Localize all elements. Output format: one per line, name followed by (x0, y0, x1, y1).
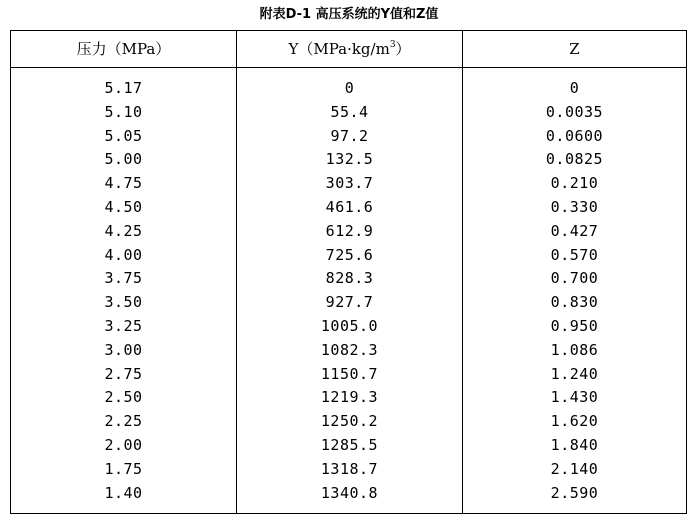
header-z: Z (569, 40, 580, 58)
pressure-cell: 4.75 (104, 174, 143, 193)
table-row (11, 482, 686, 506)
z-value-cell: 0.950 (550, 316, 599, 335)
table-row (11, 386, 686, 410)
y-value-cell: 1005.0 (320, 316, 379, 335)
table-row (11, 315, 686, 339)
y-value-cell: 612.9 (325, 221, 374, 240)
z-value-cell: 2.590 (550, 483, 599, 502)
y-value-cell: 97.2 (330, 126, 369, 145)
z-value-cell: 0.570 (550, 245, 599, 264)
y-value-cell: 1340.8 (320, 483, 379, 502)
y-value-cell: 828.3 (325, 269, 374, 288)
y-value-cell: 725.6 (325, 245, 374, 264)
z-value-cell: 2.140 (550, 459, 599, 478)
data-table (10, 30, 687, 514)
pressure-cell: 5.00 (104, 150, 143, 169)
z-value-cell: 0.700 (550, 269, 599, 288)
pressure-cell: 4.25 (104, 221, 143, 240)
table-row (11, 244, 686, 268)
pressure-cell: 3.00 (104, 340, 143, 359)
y-value-cell: 0 (344, 79, 355, 97)
table-row (11, 148, 686, 172)
y-value-cell: 1082.3 (320, 340, 379, 359)
table-row (11, 434, 686, 458)
z-value-cell: 0.210 (550, 174, 599, 193)
z-value-cell: 0.0035 (545, 102, 604, 121)
pressure-cell: 1.40 (104, 483, 143, 502)
y-value-cell: 132.5 (325, 150, 374, 169)
z-value-cell: 1.430 (550, 388, 599, 407)
header-pressure: 压力（MPa） (76, 40, 171, 58)
pressure-cell: 2.75 (104, 364, 143, 383)
y-value-cell: 1150.7 (320, 364, 379, 383)
z-value-cell: 0.427 (550, 221, 599, 240)
pressure-cell: 4.00 (104, 245, 143, 264)
table-row (11, 267, 686, 291)
pressure-cell: 4.50 (104, 197, 143, 216)
pressure-cell: 1.75 (104, 459, 143, 478)
z-value-cell: 1.086 (550, 340, 599, 359)
pressure-cell: 3.50 (104, 293, 143, 312)
pressure-cell: 5.17 (104, 79, 143, 97)
table-caption: 附表D-1 高压系统的Y值和Z值 (259, 7, 439, 22)
z-value-cell: 0 (569, 79, 580, 97)
z-value-cell: 0.830 (550, 293, 599, 312)
pressure-cell: 3.75 (104, 269, 143, 288)
table-row (11, 410, 686, 434)
pressure-cell: 3.25 (104, 316, 143, 335)
y-value-cell: 55.4 (330, 102, 369, 121)
table-row (11, 220, 686, 244)
header-y-prefix: Y（MPa·kg/m (288, 40, 390, 58)
pressure-cell: 5.10 (104, 102, 143, 121)
y-value-cell: 1285.5 (320, 435, 379, 454)
z-value-cell: 0.0825 (545, 150, 604, 169)
z-value-cell: 1.840 (550, 435, 599, 454)
pressure-cell: 2.25 (104, 412, 143, 431)
header-y (237, 31, 462, 67)
z-value-cell: 0.330 (550, 197, 599, 216)
table-row (11, 125, 686, 149)
table-row (11, 458, 686, 482)
table-header-row (11, 31, 686, 68)
table-body (11, 77, 686, 505)
z-value-cell: 0.0600 (545, 126, 604, 145)
pressure-cell: 2.00 (104, 435, 143, 454)
table-row (11, 363, 686, 387)
table-row (11, 172, 686, 196)
y-value-cell: 927.7 (325, 293, 374, 312)
table-row (11, 101, 686, 125)
header-y-superscript: 3 (389, 40, 396, 50)
y-value-cell: 303.7 (325, 174, 374, 193)
table-row (11, 339, 686, 363)
header-y-suffix: ） (395, 40, 411, 58)
y-value-cell: 461.6 (325, 197, 374, 216)
y-value-cell: 1318.7 (320, 459, 379, 478)
pressure-cell: 2.50 (104, 388, 143, 407)
pressure-cell: 5.05 (104, 126, 143, 145)
table-row (11, 77, 686, 101)
z-value-cell: 1.240 (550, 364, 599, 383)
table-row (11, 291, 686, 315)
z-value-cell: 1.620 (550, 412, 599, 431)
table-row (11, 196, 686, 220)
y-value-cell: 1219.3 (320, 388, 379, 407)
y-value-cell: 1250.2 (320, 412, 379, 431)
